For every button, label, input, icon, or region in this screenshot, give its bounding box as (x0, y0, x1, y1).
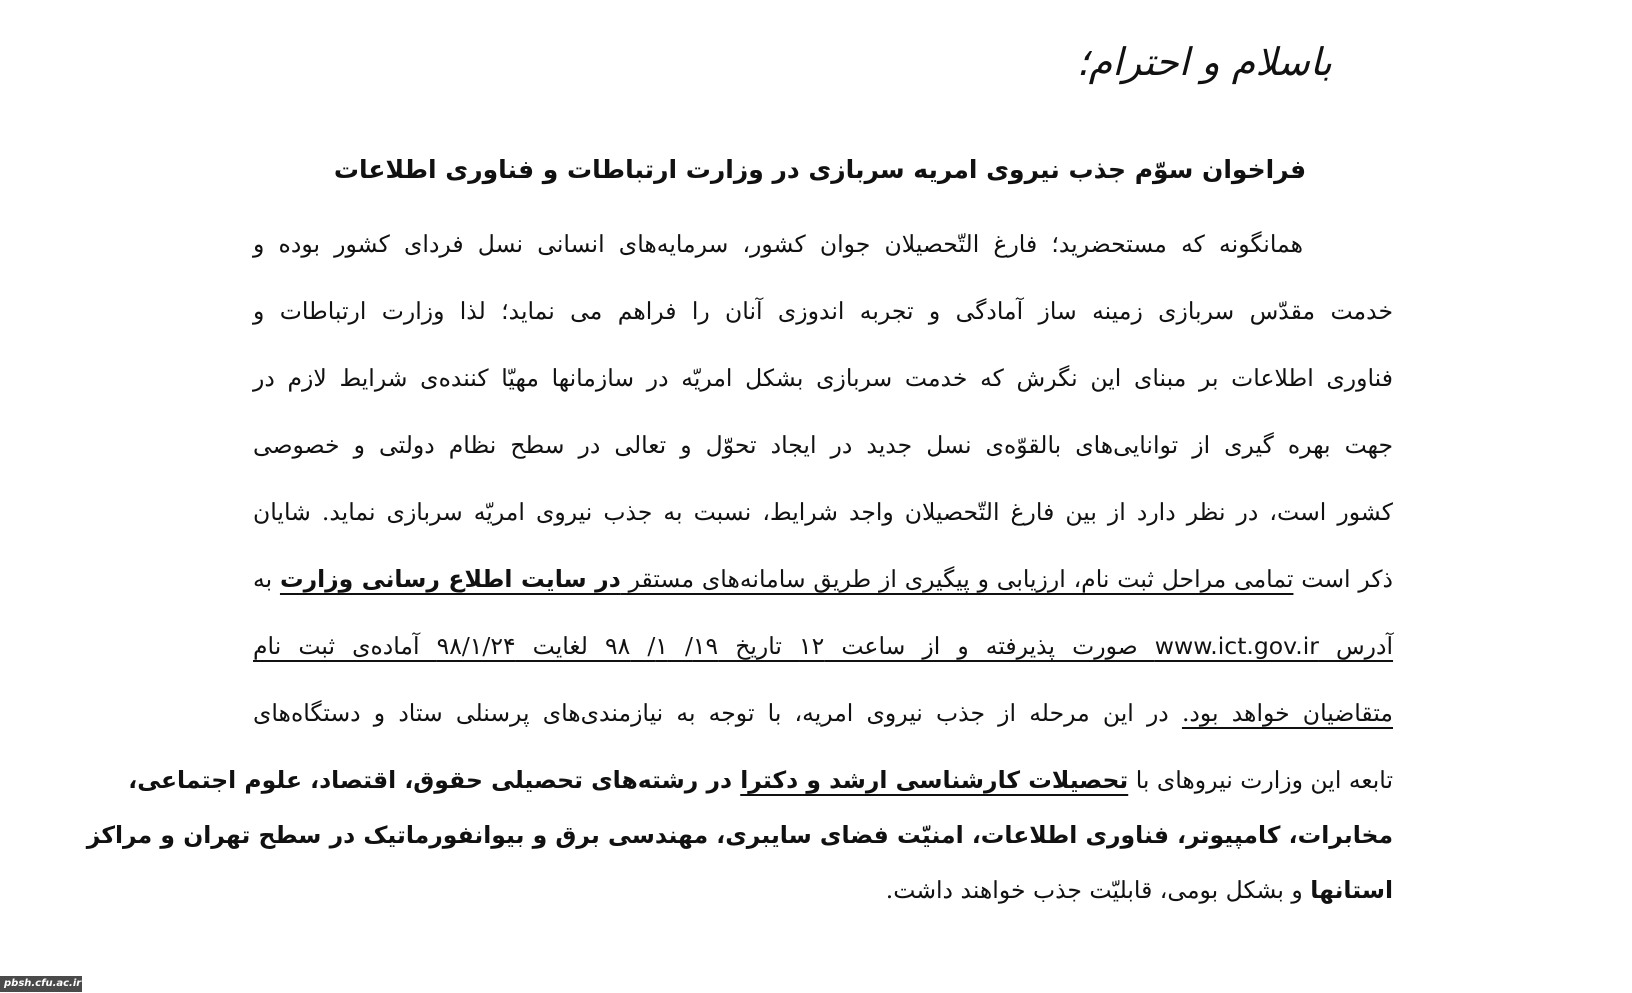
paragraph-line-8-underlined: متقاضیان خواهد بود. (1181, 699, 1393, 727)
paragraph-line-11-bold: استانها (1310, 876, 1393, 904)
source-watermark: pbsh.cfu.ac.ir (0, 976, 82, 992)
paragraph-line-6-bold-underlined: در سایت اطلاع رسانی وزارت (279, 565, 621, 593)
paragraph-line-2 (253, 286, 1393, 336)
paragraph-line-6-pre: ذکر است (1293, 565, 1393, 593)
paragraph-line-3-text: فناوری اطلاعات بر مبنای این نگرش که خدمت سربازی بشکل امریّه در سازمانها مهیّا کننده‌ی شرایط لازم در (253, 364, 1393, 392)
paragraph-line-9-bold-underlined: تحصیلات کارشناسی ارشد و دکترا (740, 766, 1129, 794)
paragraph-line-9-bold: در رشته‌های تحصیلی حقوق، اقتصاد، علوم اجتماعی، (128, 766, 741, 794)
paragraph-line-10 (86, 810, 1393, 860)
paragraph-line-6-underlined: تمامی مراحل ثبت نام، ارزیابی و پیگیری از طریق سامانه‌های مستقر (620, 565, 1294, 593)
paragraph-line-10-bold: مخابرات، کامپیوتر، فناوری اطلاعات، امنیّت فضای سایبری، مهندسی برق و بیوانفورماتیک در سطح تهران و مراکز (86, 821, 1393, 849)
paragraph-line-9-pre: تابعه این وزارت نیروهای با (1128, 766, 1393, 794)
paragraph-line-1 (253, 219, 1393, 269)
ministry-website-link[interactable]: www.ict.gov.ir (1154, 632, 1319, 660)
document-title: فراخوان سوّم جذب نیروی امریه سربازی در وزارت ارتباطات و فناوری اطلاعات (333, 155, 1307, 184)
paragraph-line-5 (253, 487, 1393, 537)
paragraph-line-8 (253, 688, 1393, 738)
paragraph-line-11-post: و بشکل بومی، قابلیّت جذب خواهند داشت. (885, 876, 1311, 904)
paragraph-line-5-text: کشور است، در نظر دارد از بین فارغ التّحصیلان واجد شرایط، نسبت به جذب نیروی امریّه سربازی نماید. شایان (253, 498, 1393, 526)
paragraph-line-7-post: صورت پذیرفته و از ساعت ۱۲ تاریخ ۱۹/ ۱/ ۹۸ لغایت ۹۸/۱/۲۴ آماده‌ی ثبت نام (253, 632, 1155, 660)
paragraph-line-11 (253, 865, 1393, 915)
paragraph-line-8-post: در این مرحله از جذب نیروی امریه، با توجه به نیازمندی‌های پرسنلی ستاد و دستگاه‌های (253, 699, 1182, 727)
paragraph-line-6 (253, 554, 1393, 604)
paragraph-line-7-pre: آدرس (1318, 632, 1394, 660)
paragraph-line-9 (128, 755, 1393, 805)
paragraph-line-3 (253, 353, 1393, 403)
paragraph-line-7 (253, 621, 1393, 671)
paragraph-line-6-post: به (253, 565, 280, 593)
paragraph-line-1-text: همانگونه که مستحضرید؛ فارغ التّحصیلان جوان کشور، سرمایه‌های انسانی نسل فردای کشور بوده و (253, 230, 1303, 258)
greeting-salutation: باسلام و احترام؛ (1076, 40, 1332, 84)
paragraph-line-4 (253, 420, 1393, 470)
paragraph-line-4-text: جهت بهره گیری از توانایی‌های بالقوّه‌ی نسل جدید در ایجاد تحوّل و تعالی در سطح نظام دولتی و خصوصی (253, 431, 1393, 459)
paragraph-line-2-text: خدمت مقدّس سربازی زمینه ساز آمادگی و تجربه اندوزی آنان را فراهم می نماید؛ لذا وزارت ارتباطات و (253, 297, 1393, 325)
